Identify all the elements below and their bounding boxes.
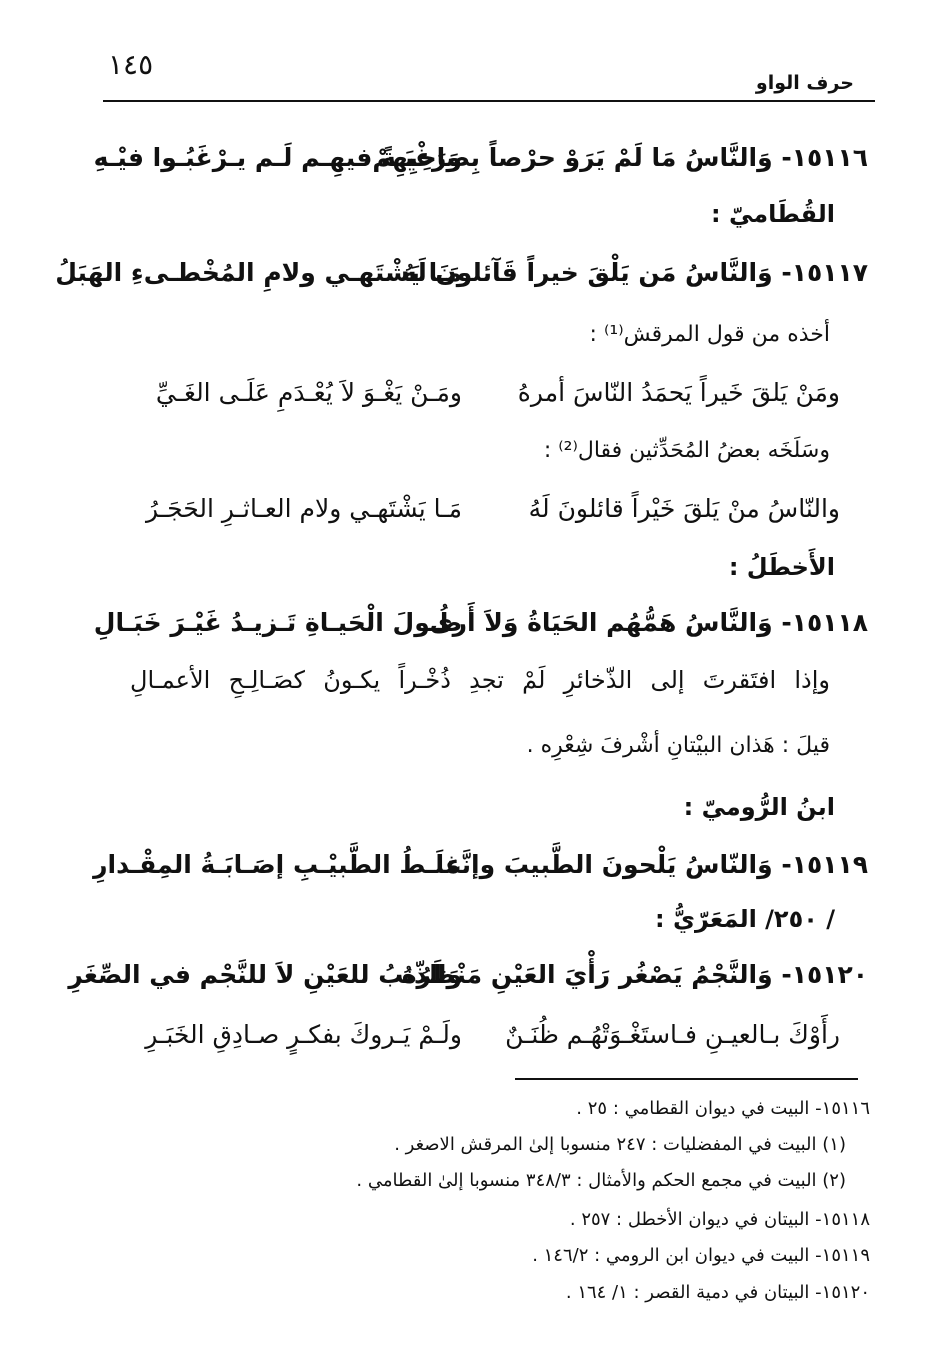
verse-first-hemistich: رأَوْكَ بـالعيـنِ فـاستَغْـوَتْهُـم ظُنَـنٌ	[505, 1020, 840, 1049]
verse-muhaddith	[0, 486, 950, 542]
verse-15120	[0, 952, 950, 1008]
verse-15116	[0, 135, 950, 191]
verse-second-hemistich: وَالذّنبُ للعَيْنِ لاَ للنَّجْم في الصِّغَرِ	[68, 960, 462, 989]
verse-first-hemistich: ١٥١١٨- وَالنَّاسُ هَمُّهُم الحَيَاةُ وَلاَ أَرى	[429, 608, 868, 637]
verse-first-hemistich: ١٥١٢٠- وَالنَّجْمُ يَصْغُر رَأْيَ العَيْنِ مَنْظَرُهُ	[401, 960, 868, 989]
verse-first-hemistich: ١٥١١٩- وَالنّاسُ يَلْحونَ الطَّبيبَ وإنَّمَا	[435, 850, 868, 879]
verse-first-hemistich: ١٥١١٧- وَالنَّاسُ مَن يَلْقَ خيراً قَآئلونَ لَهُ	[402, 258, 868, 287]
poet-name: القُطَاميّ :	[711, 200, 835, 228]
poet-name: ابنُ الرُّوميّ :	[683, 793, 835, 821]
page-number: ١٤٥	[108, 48, 154, 81]
prose-text: قيلَ : هَذان البيْتانِ أشْرفَ شِعْرِه .	[526, 733, 830, 758]
poet-heading-ibn-rumi	[0, 793, 950, 833]
prose-text: وسَلَخَه بعضُ المُحَدِّثين فقال⁽²⁾ :	[543, 438, 830, 463]
footnote-15120: ١٥١٢٠- البيتان في دمية القصر : ١/ ١٦٤ .	[565, 1282, 870, 1303]
poet-heading-qutami	[0, 200, 950, 240]
prose-text: أخذه من قول المرقش⁽¹⁾ :	[589, 322, 830, 347]
poet-heading-maarri	[0, 905, 950, 945]
chapter-title: حرف الواو	[755, 72, 854, 94]
verse-15119	[0, 842, 950, 898]
verse-first-hemistich: ومَنْ يَلقَ خَيراً يَحمَدُ النّاسَ أمرهُ	[517, 378, 840, 407]
footnote-rule	[515, 1078, 858, 1080]
poet-heading-akhtal	[0, 553, 950, 593]
verse-second-hemistich: ولَـمْ يَـروكَ بفكـرٍ صـادِقِ الخَبَـرِ	[145, 1020, 462, 1049]
footnote-1: (١) البيت في المفضليات : ٢٤٧ منسوبا إلىٰ المرقش الاصغر .	[394, 1134, 846, 1155]
note-line-qila	[0, 733, 950, 773]
note-line-muhaddithin	[0, 438, 950, 478]
poet-name: الأَخطَلُ :	[728, 553, 835, 581]
verse-first-hemistich: والنّاسُ منْ يَلقَ خَيْراً قائلونَ لَهُ	[528, 494, 840, 523]
verse-second-hemistich: ومَـنْ يَغْـوَ لاَ يُعْـدَمِ عَلَـى الغَـيِّ	[155, 378, 462, 407]
verse-first-hemistich: ١٥١١٦- وَالنَّاسُ مَا لَمْ يَرَوْ حرْصاً بِصاحِبِهِمْ	[372, 143, 868, 172]
footnote-15116: ١٥١١٦- البيت في ديوان القطامي : ٢٥ .	[576, 1098, 870, 1119]
note-line-muraqqish	[0, 322, 950, 362]
footnote-15119: ١٥١١٩- البيت في ديوان ابن الرومي : ١٤٦/٢ .	[532, 1245, 870, 1266]
verse-15120-second	[0, 1012, 950, 1068]
verse-second-hemistich: مَـا يَشْتَهـي ولامِ المُخْطـىءِ الهَبَلُ	[55, 258, 462, 287]
verse-15118-continuation	[0, 666, 950, 714]
full-verse-text: وإذا افتَقرتَ إلى الذّخائرِ لَمْ تجدِ ذُخْـراً يكـونُ كصَـالِـحِ الأعمـالِ	[130, 666, 830, 694]
verse-second-hemistich: غلَـطُ الطَّبيْـبِ إصَـابَـةُ المِقْـدارِ	[93, 850, 462, 879]
header-rule	[103, 100, 875, 102]
verse-15117	[0, 250, 950, 306]
verse-second-hemistich: وَرَغْبَـةً فيهِـم لَـم يـرْغَبُـوا فيْـهِ	[93, 143, 462, 172]
verse-muraqqish	[0, 370, 950, 426]
poet-name: / ٢٥٠/ المَعَرّيُّ :	[655, 905, 835, 933]
footnote-15118: ١٥١١٨- البيتان في ديوان الأخطل : ٢٥٧ .	[569, 1209, 870, 1230]
verse-second-hemistich: مَـا يَشْتَهـي ولام العـاثـرِ الحَجَـرُ	[145, 494, 462, 523]
footnotes	[0, 1098, 950, 1358]
verse-second-hemistich: طُـولَ الْحَيـاةِ تَـزيـدُ غَيْـرَ خَبَـالِ	[93, 608, 462, 637]
footnote-2: (٢) البيت في مجمع الحكم والأمثال : ٣٤٨/٣ منسوبا إلىٰ القطامي .	[356, 1170, 846, 1191]
verse-15118	[0, 600, 950, 656]
